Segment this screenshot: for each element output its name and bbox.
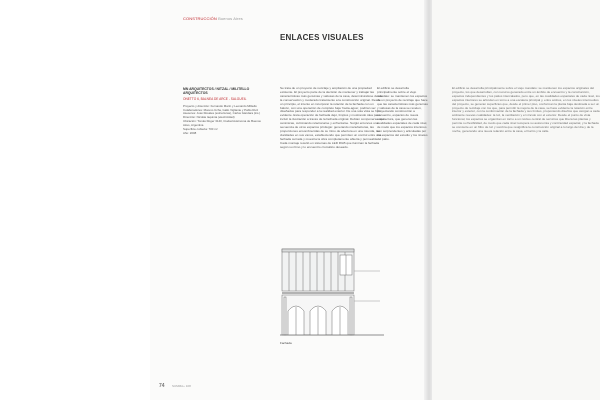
credit-row: Año: 2008 — [183, 130, 197, 135]
section-label — [183, 16, 243, 21]
credit-row: Superficie cubierta: 700 m² — [183, 127, 218, 132]
magazine-issue: SUMMA+ 108 — [172, 384, 191, 388]
credit-row: Ubicación: Tomás Roger 3143, Ciudad Autónoma de Buenos Aires, Argentina — [183, 119, 261, 128]
section-name: CONSTRUCCIÓN — [183, 16, 217, 21]
body-text-far-page: El edificio se desarrolla principalmente sobre el viejo mandato: se mantienen los espacios originales del proyecto, los que desarrollan, con recurso generado entre un ámbito de encuentro y la construcción, espacios independientes y los patios intercalados, pero que, en las cualidades espaciales de cada nivel, los espacios interiores se articulan en torno a una escalera principal y, entre ambos, en los niveles intermedios del proyecto, se generan superficies que, desde el primer piso, conforman la planta baja destinada a ser un proyecto de reciclaje con los que, para permitir la mejora de la casa, se hace evidente la relación entre interior y exterior, con la conformación de la fachada y sus límites, proponiendo diseños que otorgan a cada ambiente nuevas cualidades: la luz, la ventilación y el vínculo con el exterior. Desde el punto de vista funcional, los espacios se organizan en torno a un núcleo central de servicios que libera las plantas y permite su flexibilidad, de modo que cada nivel recupera su autonomía y continuidad espacial, y la fachada se convierte en un filtro de luz y sombra que resignifica la construcción original a lo largo del día y de la noche, generando una nueva relación entre la casa, el barrio y la calle. — [452, 87, 600, 133]
article-title: ENLACES VISUALES — [280, 33, 364, 42]
facade-drawing — [280, 241, 384, 337]
body-text-right: El edificio se desarrolla principalmente sobre el viejo mandato: se mantienen los espacios de un proyecto de reciclaje que hace que las características más genuinas y valiosas de la casa se revelen, proyectando construcción a encuentro, espacios de nueva arquitectura, que generan las cualidades espaciales de cada nivel, de modo que los espacios interiores son sorprendentes y articuladas por los espacios del estudio y los niveles del patio. — [377, 87, 428, 141]
credit-row: Asesores: José Rosales (estructuras), Carlos Gándara (ins.) — [183, 111, 261, 116]
architect-firm: MN ARQUITECTOS / NITZAL / MILITELLO ARQUITECTOS — [183, 87, 250, 96]
page-number: 74 — [159, 383, 165, 389]
left-page — [150, 0, 430, 400]
section-sub: Buenos Aires — [218, 16, 243, 21]
credit-row: Proyecto y dirección: Fernando Marín y Leonardo Militello — [183, 103, 257, 108]
body-text-center: Se trata de un proyecto de reciclaje y ampliación de una propiedad existente. El proyecto parte de la decisión de mantener y trabajar las características más genuinas y valiosas de la casa, determinándose desde la conservación y moderado tratamiento a la construcción original. Desde un principio, el intento en incorporar la relación de la fachada con un balcón, con una operación de completo baja ‘hacia-agua’, podrían ser diseñados para responder a la realidad exterior. De una sola vista se hizo evidente. Esta operación de fachada dejó, limpios y mostrando idea para incluir la ilustración a través de la fachada original. Debían componerse una cerámicas, culminando relacionarse y enfrentarse. Surgió entonces una secuencia de otros espacios privilegio: generando manufacturas, las proporciones ensombrecidas de su ritmo de abertura en una rotunda, las claridades en sus vanos, estableciendo que permiten un control entre una fachada cerrada y muestra la obra completamente abierta y permeable. Cada montaje resultó en sistemas de LED RGB que iluminan la fachada según su ritmo y lo encuentro cromático deseado. — [280, 86, 384, 149]
right-page — [432, 0, 600, 400]
project-location: ONETTO 6, BALNEA DE ARCE - SALGUEIL — [183, 97, 247, 102]
credit-row: Dirección: Nicolás Iaquinta (electricidad) — [183, 115, 235, 120]
project-credits — [183, 87, 265, 136]
credit-row: Colaboradores: Moreno Ucha, Gallo Vigliante y Pablo Ruiz — [183, 107, 259, 112]
figure-caption: Fachada — [280, 341, 292, 345]
